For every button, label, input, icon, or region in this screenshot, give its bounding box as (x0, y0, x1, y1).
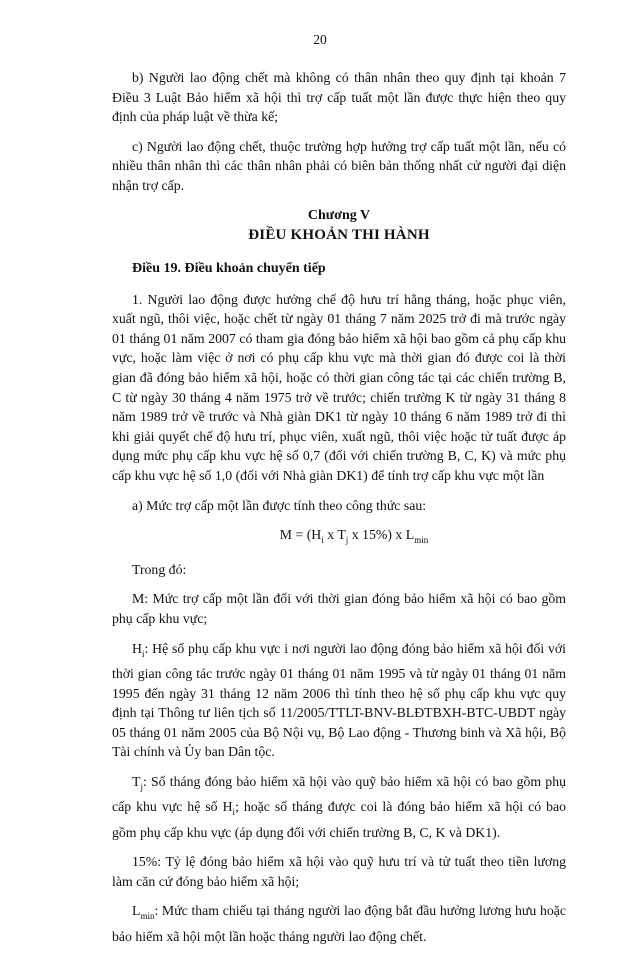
chapter-label: Chương V (307, 207, 371, 223)
formula-mid1: x T (323, 527, 346, 543)
definition-t (112, 772, 566, 842)
article-heading: Điều 19. Điều khoản chuyển tiếp (132, 260, 326, 276)
definition-m: M: Mức trợ cấp một lần đối với thời gian đóng bảo hiểm xã hội có bao gồm phụ cấp khu vực; (112, 591, 566, 627)
definition-t-text-b: ; hoặc số tháng được coi là đóng bảo hiểm xã hội có bao gồm phụ cấp khu vực (áp dụng đối với chiến trường B, C, K và DK1). (112, 799, 567, 840)
definition-l (112, 901, 566, 946)
symbol-h: H (132, 640, 142, 656)
chapter-title: ĐIỀU KHOẢN THI HÀNH (248, 226, 430, 243)
paragraph-c: c) Người lao động chết, thuộc trường hợp hưởng trợ cấp tuất một lần, nếu có nhiều thân nhân thì các thân nhân phải có biên bản thống nhất cử người đại diện nhận trợ cấp. (112, 138, 566, 193)
where-label: Trong đó: (132, 561, 187, 577)
symbol-h-sub-2: i (232, 807, 236, 818)
formula (112, 525, 566, 550)
definition-h (112, 639, 566, 762)
definition-h-text: : Hệ số phụ cấp khu vực i nơi người lao động đóng bảo hiểm xã hội đối với thời gian công tác trước ngày 01 tháng 01 năm 1995 và từ ngày 01 tháng 01 năm 1995 đến ngày 31 tháng 12 năm 2006 thì tính theo hệ số phụ cấp khu vực quy định tại Thông tư liên tịch số 11/2005/TTLT-BNV-BLĐTBXH-BTC-UBDT ngày 05 tháng 01 năm 2005 của Bộ Nội vụ, Bộ Lao động - Thương binh và Xã hội, Bộ Tài chính và Ủy ban Dân tộc. (112, 640, 566, 760)
symbol-t: T (132, 773, 141, 789)
formula-mid2: x 15%) x L (348, 527, 415, 543)
formula-lhs: M = (H (279, 527, 322, 543)
paragraph-b: b) Người lao động chết mà không có thân nhân theo quy định tại khoản 7 Điều 3 Luật Bảo hiểm xã hội thì trợ cấp tuất một lần được thực hiện theo quy định của pháp luật về thừa kế; (112, 70, 566, 125)
definition-t-text-a: : Số tháng đóng bảo hiểm xã hội vào quỹ bảo hiểm xã hội có bao gồm phụ cấp khu vực hệ số H (112, 773, 566, 815)
point-a: a) Mức trợ cấp một lần được tính theo công thức sau: (132, 497, 427, 513)
clause-1: 1. Người lao động được hưởng chế độ hưu trí hằng tháng, hoặc phục viên, xuất ngũ, thôi việc, hoặc chết từ ngày 01 tháng 7 năm 2025 trở đi mà trước ngày 01 tháng 01 năm 2007 có tham gia đóng bảo hiểm xã hội bao gồm cả phụ cấp khu vực, hoặc làm việc ở nơi có phụ cấp khu vực mà thời gian đó được coi là thời gian đã đóng bảo hiểm xã hội, hoặc có thời gian công tác tại các chiến trường B, C từ ngày 30 tháng 4 năm 1975 trở về trước; chiến trường K từ ngày 31 tháng 8 năm 1989 trở về trước và Nhà giàn DK1 từ ngày 10 tháng 6 năm 1989 trở đi thì khi giải quyết chế độ hưu trí, phục viên, xuất ngũ, thôi việc hoặc tử tuất được áp dụng mức phụ cấp khu vực hệ số 0,7 (đối với chiến trường B, C, K) và mức phụ cấp khu vực hệ số 1,0 (đối với Nhà giàn DK1) để tính trợ cấp khu vực một lần (112, 291, 566, 483)
page-number: 20 (313, 32, 327, 47)
symbol-t-sub: j (140, 781, 143, 792)
symbol-l: L (132, 903, 141, 919)
symbol-l-sub: min (140, 911, 155, 922)
definition-l-text: : Mức tham chiếu tại tháng người lao động bắt đầu hưởng lương hưu hoặc bảo hiểm xã hội một lần hoặc tháng người lao động chết. (112, 903, 566, 944)
page-content (112, 68, 566, 956)
formula-sub-j: j (345, 534, 349, 545)
definition-15-percent: 15%: Tỷ lệ đóng bảo hiểm xã hội vào quỹ hưu trí và tử tuất theo tiền lương làm căn cứ đóng bảo hiểm xã hội; (112, 854, 566, 889)
formula-sub-min: min (414, 534, 429, 545)
formula-sub-i: i (321, 534, 324, 545)
symbol-h-sub: i (141, 648, 145, 659)
